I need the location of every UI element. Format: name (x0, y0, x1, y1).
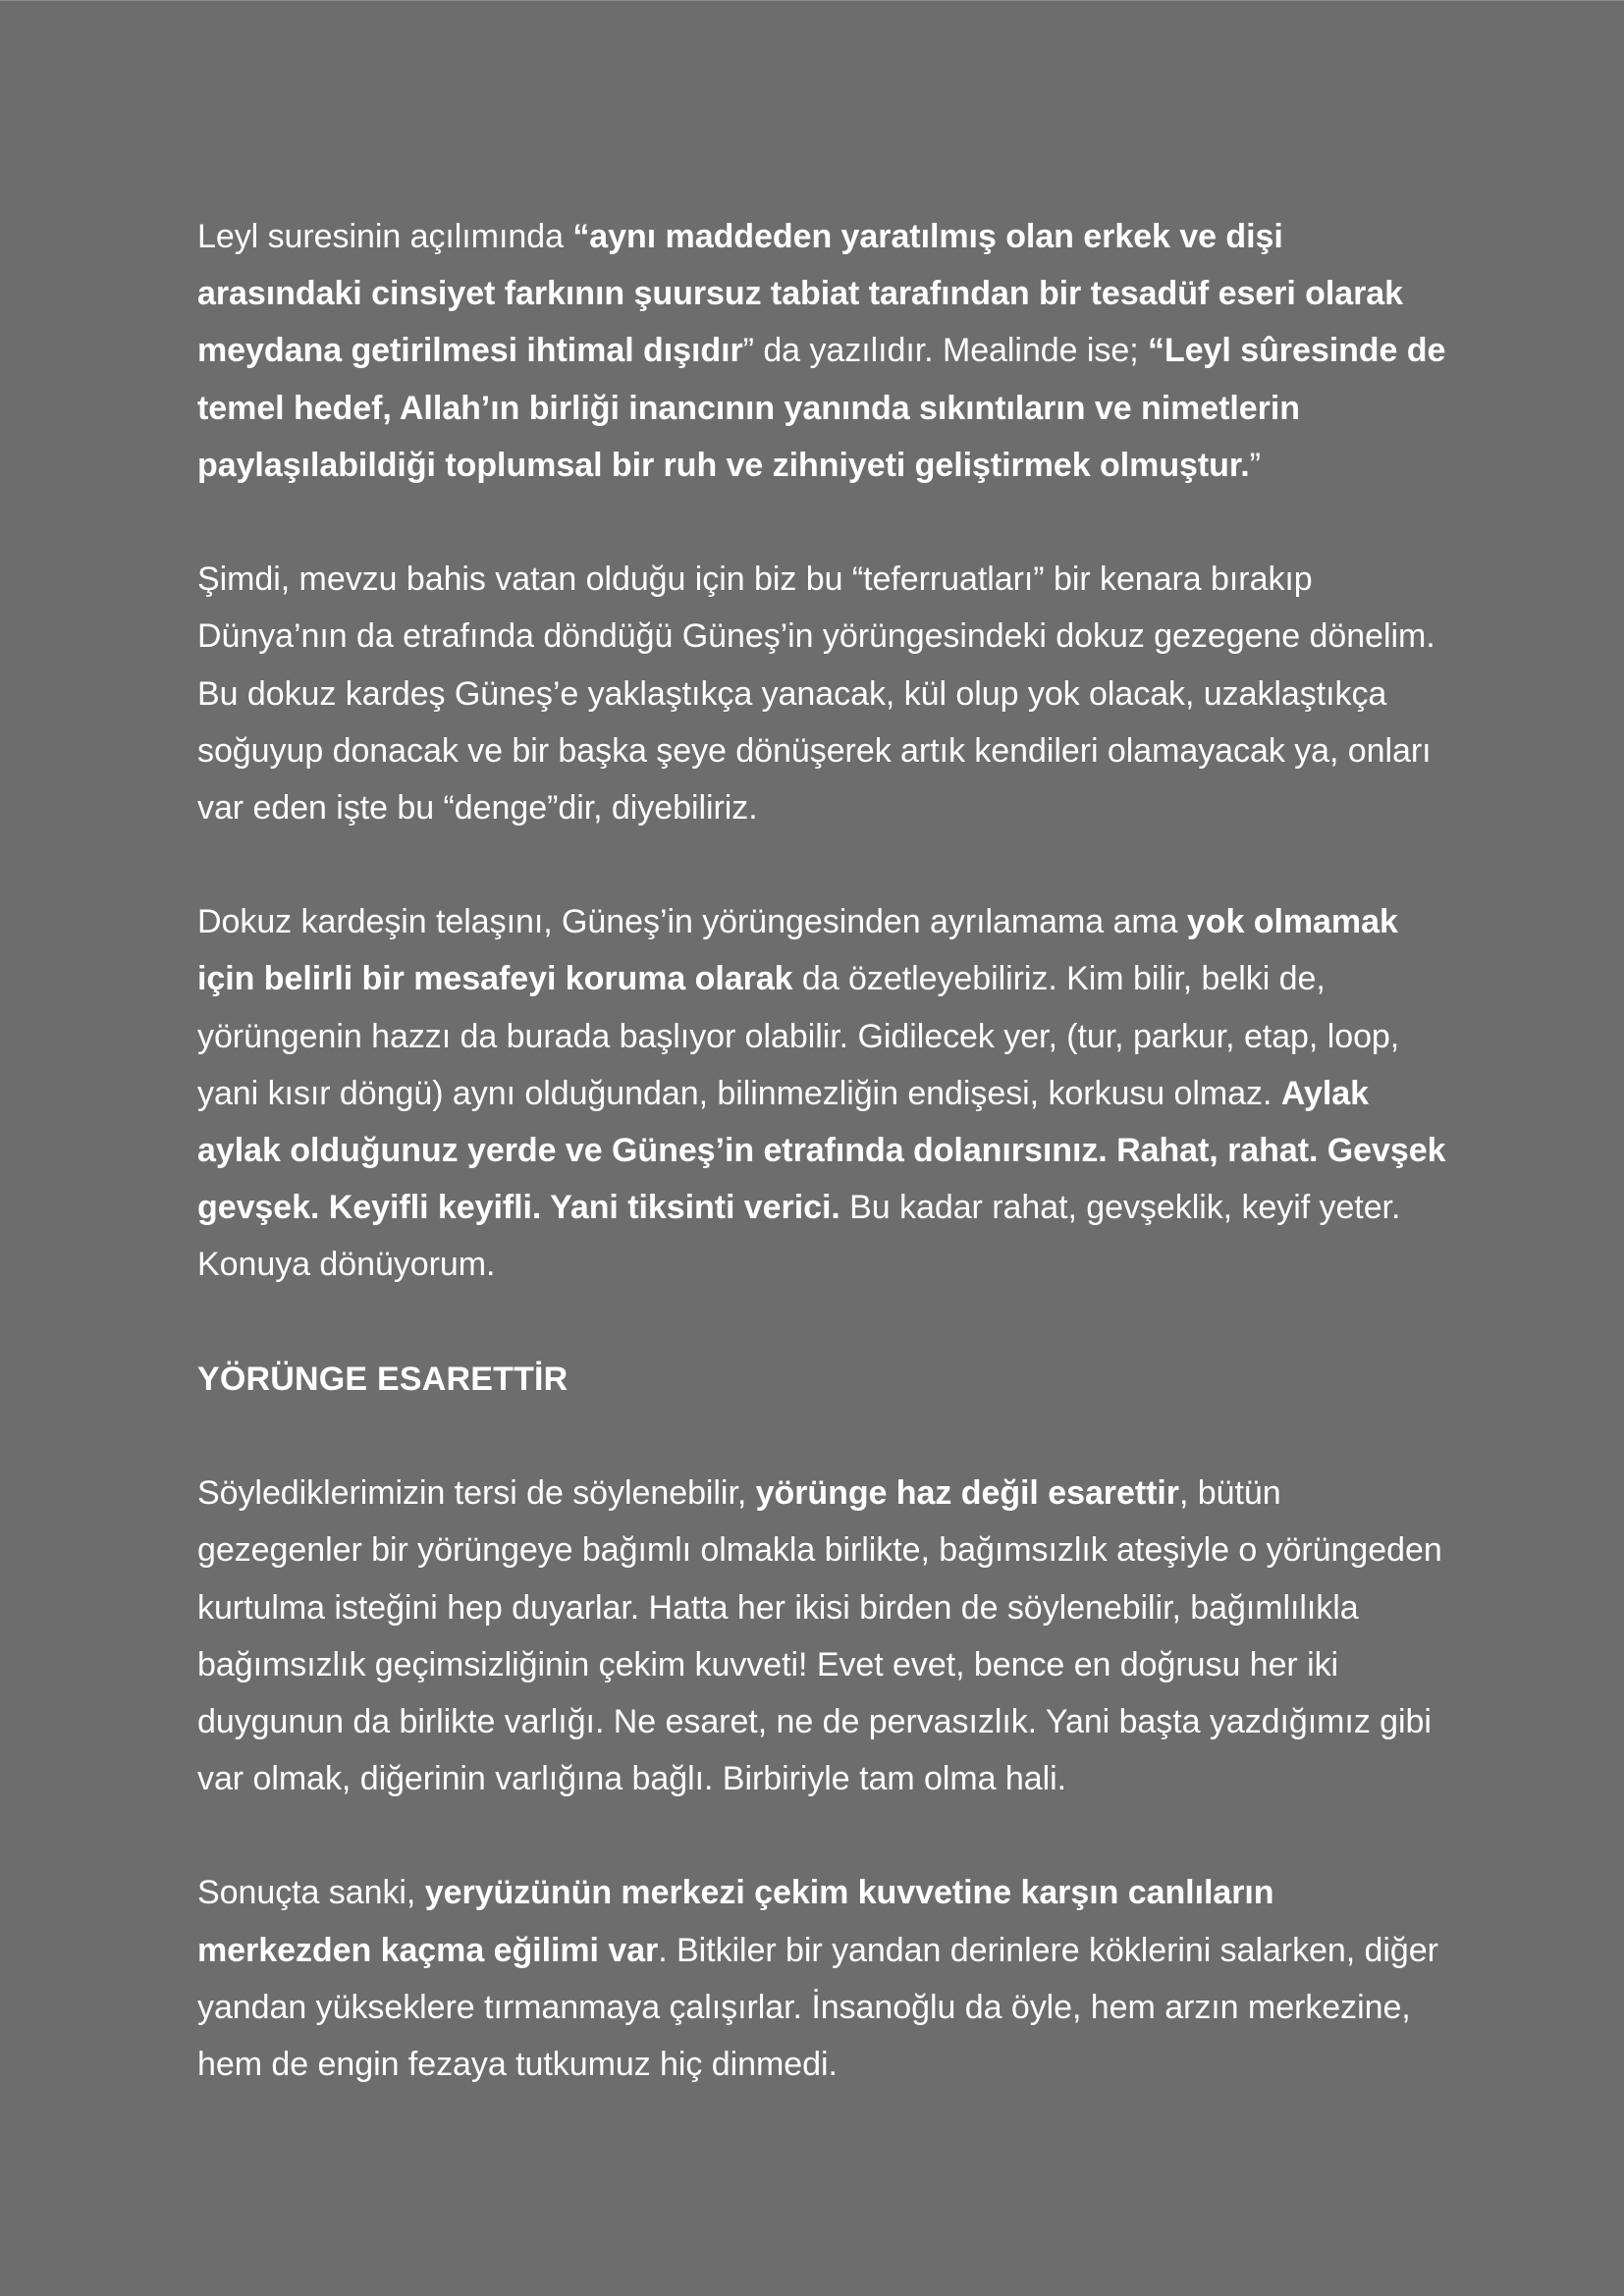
text-segment: da özetleyebiliriz. Kim bilir, belki de, (792, 960, 1326, 998)
text-segment: Şimdi, mevzu bahis vatan olduğu için biz bu “teferruatları” bir kenara bırakıp (197, 561, 1313, 599)
text-line (197, 1579, 1474, 1636)
text-segment: ” (1249, 446, 1261, 484)
text-line (197, 1522, 1474, 1578)
text-line (197, 208, 1474, 265)
bold-text-segment: YÖRÜNGE ESARETTİR (197, 1360, 568, 1398)
text-line (197, 1236, 1474, 1293)
bold-text-segment: arasındaki cinsiyet farkının şuursuz tabiat tarafından bir tesadüf eseri olarak (197, 275, 1404, 313)
text-segment: . Bitkiler bir yandan derinlere köklerini salarken, diğer (658, 1931, 1438, 1969)
text-line (197, 1008, 1474, 1065)
text-segment: duygunun da birlikte varlığı. Ne esaret, ne de pervasızlık. Yani başta yazdığımız gibi (197, 1702, 1432, 1740)
bold-text-segment: paylaşılabildiği toplumsal bir ruh ve zihniyeti geliştirmek olmuştur. (197, 446, 1250, 484)
text-segment: bağımsızlık geçimsizliğinin çekim kuvveti! Evet evet, bence en doğrusu her iki (197, 1645, 1339, 1683)
bold-text-segment: meydana getirilmesi ihtimal dışıdır (197, 332, 743, 370)
bold-text-segment: yok olmamak (1186, 903, 1398, 941)
text-line (197, 722, 1474, 779)
text-segment: Leyl suresinin açılımında (197, 218, 573, 255)
text-segment: var olmak, diğerinin varlığına bağlı. Birbiriyle tam olma hali. (197, 1760, 1067, 1798)
paragraph (197, 893, 1474, 1293)
bold-text-segment: temel hedef, Allah’ın birliği inancının yanında sıkıntıların ve nimetlerin (197, 389, 1300, 427)
text-segment: Söylediklerimizin tersi de söylenebilir, (197, 1474, 756, 1513)
bold-text-segment: için belirli bir mesafeyi koruma olarak (197, 960, 793, 998)
text-line (197, 1351, 1474, 1408)
text-segment: Konuya dönüyorum. (197, 1246, 496, 1284)
text-segment: Bu kadar rahat, gevşeklik, keyif yeter. (839, 1189, 1401, 1227)
paragraph (197, 208, 1474, 494)
text-segment: soğuyup donacak ve bir başka şeye dönüşerek artık kendileri olamayacak ya, onları (197, 731, 1432, 770)
bold-text-segment: merkezden kaçma eğilimi var (197, 1931, 659, 1969)
bold-text-segment: “aynı maddeden yaratılmış olan erkek ve dişi (572, 218, 1283, 255)
bold-text-segment: yörünge haz değil esarettir (755, 1474, 1179, 1513)
text-line (197, 322, 1474, 379)
text-line (197, 380, 1474, 437)
paragraph (197, 1465, 1474, 1807)
text-line (197, 551, 1474, 608)
text-line (197, 608, 1474, 665)
text-line (197, 1465, 1474, 1522)
text-line (197, 1179, 1474, 1236)
bold-text-segment: Aylak (1280, 1074, 1370, 1112)
paragraph (197, 551, 1474, 836)
text-line (197, 1693, 1474, 1750)
text-line (197, 779, 1474, 836)
text-line (197, 893, 1474, 950)
text-line (197, 1979, 1474, 2036)
bold-text-segment: gevşek. Keyifli keyifli. Yani tiksinti verici. (197, 1189, 840, 1227)
text-line (197, 2036, 1474, 2093)
bold-text-segment: aylak olduğunuz yerde ve Güneş’in etrafında dolanırsınız. Rahat, rahat. Gevşek (197, 1132, 1446, 1169)
text-segment: Sonuçta sanki, (197, 1874, 425, 1912)
text-line (197, 1065, 1474, 1122)
text-segment: kurtulma isteğini hep duyarlar. Hatta her ikisi birden de söylenebilir, bağımlılıkla (197, 1588, 1359, 1627)
text-line (197, 950, 1474, 1007)
paragraph (197, 1864, 1474, 2093)
article-body (197, 208, 1474, 2150)
text-segment: Bu dokuz kardeş Güneş’e yaklaştıkça yanacak, kül olup yok olacak, uzaklaştıkça (197, 674, 1387, 713)
text-line (197, 265, 1474, 322)
text-segment: hem de engin fezaya tutkumuz hiç dinmedi. (197, 2046, 838, 2083)
text-segment: , bütün (1178, 1474, 1281, 1513)
text-segment: gezegenler bir yörüngeye bağımlı olmakla birlikte, bağımsızlık ateşiyle o yörüngeden (197, 1531, 1442, 1570)
text-segment: yörüngenin hazzı da burada başlıyor olabilir. Gidilecek yer, (tur, parkur, etap, loop, (197, 1017, 1400, 1055)
text-line (197, 1122, 1474, 1179)
text-segment: yani kısır döngü) aynı olduğundan, bilinmezliğin endişesi, korkusu olmaz. (197, 1074, 1281, 1112)
text-line (197, 1636, 1474, 1693)
text-segment: ” da yazılıdır. Mealinde ise; (742, 332, 1149, 370)
text-line (197, 1750, 1474, 1807)
text-segment: Dünya’nın da etrafında döndüğü Güneş’in yörüngesindeki dokuz gezegene dönelim. (197, 617, 1435, 656)
text-line (197, 1864, 1474, 1921)
text-line (197, 1922, 1474, 1979)
text-segment: Dokuz kardeşin telaşını, Güneş’in yörüngesinden ayrılamama ama (197, 903, 1187, 941)
text-line (197, 437, 1474, 494)
bold-text-segment: yeryüzünün merkezi çekim kuvvetine karşın canlıların (424, 1874, 1274, 1912)
text-segment: var eden işte bu “denge”dir, diyebiliriz. (197, 788, 758, 827)
section-heading (197, 1351, 1474, 1408)
bold-text-segment: “Leyl sûresinde de (1148, 332, 1446, 370)
text-line (197, 666, 1474, 722)
text-segment: yandan yükseklere tırmanmaya çalışırlar. İnsanoğlu da öyle, hem arzın merkezine, (197, 1988, 1411, 2026)
